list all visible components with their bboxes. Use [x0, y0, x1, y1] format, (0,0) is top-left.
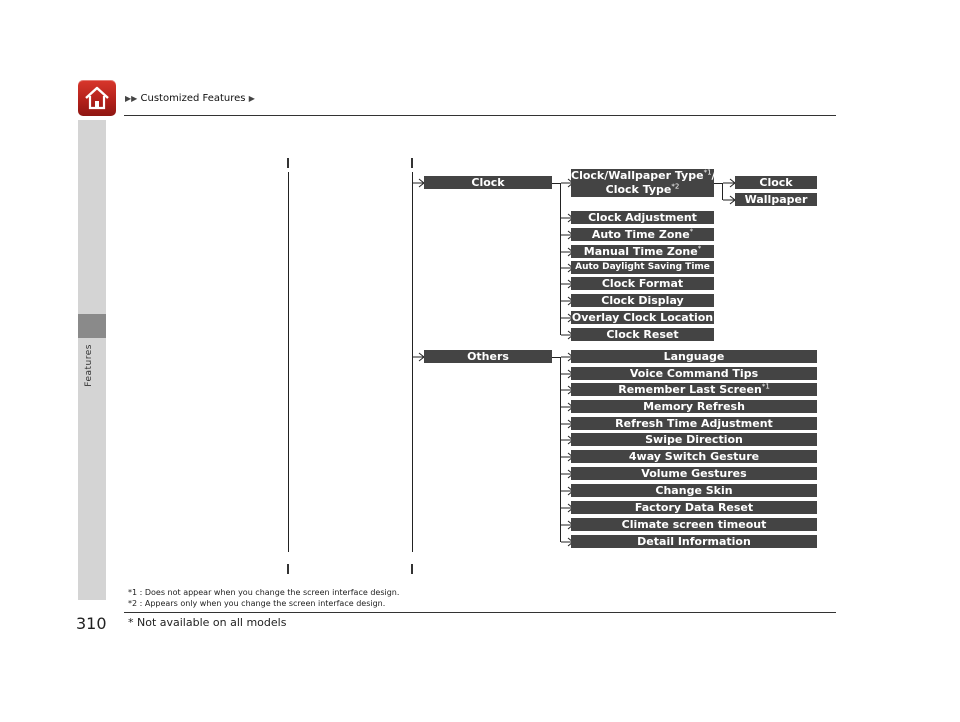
clock-branch-stub: [552, 183, 560, 184]
range-tick: [287, 158, 289, 168]
menu-item-label: Climate screen timeout: [621, 518, 767, 531]
menu-item-label: Detail Information: [637, 535, 751, 548]
menu-item-label: Overlay Clock Location: [571, 311, 714, 324]
option-wallpaper[interactable]: [735, 193, 817, 206]
type-options-stub: [714, 183, 722, 184]
type-label-line1: Clock/Wallpaper Type: [571, 169, 704, 182]
type-label-line2: Clock Type: [605, 183, 672, 196]
menu-item-label: 4way Switch Gesture: [628, 450, 760, 463]
menu-item-label: Auto Time Zone: [591, 228, 690, 241]
menu-item-label: Refresh Time Adjustment: [615, 417, 773, 430]
menu-item-label: Others: [467, 350, 509, 363]
menu-item-auto-time-zone[interactable]: [571, 228, 714, 241]
range-tick: [287, 564, 289, 574]
menu-item-label: Remember Last Screen: [618, 383, 762, 396]
menu-item-volume-gestures[interactable]: [571, 467, 817, 480]
menu-item-clock-wallpaper-type[interactable]: [571, 169, 714, 197]
menu-item-label: Factory Data Reset: [634, 501, 754, 514]
menu-item-change-skin[interactable]: [571, 484, 817, 497]
footnote-marker: *: [697, 244, 702, 253]
menu-group-others[interactable]: [424, 350, 552, 363]
menu-item-refresh-time-adjustment[interactable]: [571, 417, 817, 430]
menu-item-label: Volume Gestures: [641, 467, 747, 480]
breadcrumb-arrows: ▶▶: [125, 94, 138, 103]
footnote-1: *1 : Does not appear when you change the screen interface design.: [128, 588, 400, 597]
menu-item-label: [571, 183, 714, 197]
menu-item-label: Language: [663, 350, 725, 363]
menu-item-clock-format[interactable]: [571, 277, 714, 290]
menu-item-factory-data-reset[interactable]: [571, 501, 817, 514]
menu-item-label: Clock Reset: [606, 328, 679, 341]
breadcrumb-end-arrow: ▶: [248, 94, 255, 103]
menu-item-4way-switch-gesture[interactable]: [571, 450, 817, 463]
sidebar-section-label: Features: [84, 344, 94, 387]
menu-item-label: Change Skin: [655, 484, 733, 497]
menu-item-swipe-direction[interactable]: [571, 433, 817, 446]
others-branch-stub: [552, 357, 560, 358]
menu-item-manual-time-zone[interactable]: [571, 245, 714, 258]
type-label-slash: /: [711, 169, 716, 182]
menu-item-label: Manual Time Zone: [583, 245, 698, 258]
menu-item-label: Memory Refresh: [643, 400, 745, 413]
footnote-marker: *2: [671, 182, 680, 191]
menu-item-label: Clock Display: [601, 294, 684, 307]
menu-item-overlay-clock-location[interactable]: [571, 311, 714, 324]
menu-range-line-right: [412, 172, 413, 552]
menu-item-label: Clock Format: [601, 277, 684, 290]
footnote-2: *2 : Appears only when you change the screen interface design.: [128, 599, 386, 608]
menu-item-label: Clock Adjustment: [588, 211, 697, 224]
menu-item-label: Swipe Direction: [645, 433, 743, 446]
footer-rule: [124, 612, 836, 613]
menu-item-remember-last-screen[interactable]: [571, 383, 817, 396]
menu-item-auto-daylight-saving-time[interactable]: [571, 261, 714, 274]
menu-item-detail-information[interactable]: [571, 535, 817, 548]
menu-item-memory-refresh[interactable]: [571, 400, 817, 413]
range-tick: [411, 564, 413, 574]
menu-item-clock-reset[interactable]: [571, 328, 714, 341]
menu-item-label: Wallpaper: [744, 193, 808, 206]
menu-item-voice-command-tips[interactable]: [571, 367, 817, 380]
range-tick: [411, 158, 413, 168]
menu-item-label: Auto Daylight Saving Time: [575, 262, 710, 272]
menu-item-language[interactable]: [571, 350, 817, 363]
menu-range-line-left: [288, 172, 289, 552]
menu-group-clock[interactable]: [424, 176, 552, 189]
menu-item-label: Clock: [759, 176, 793, 189]
footnote-marker: *1: [761, 382, 770, 391]
menu-item-label: Voice Command Tips: [629, 367, 759, 380]
page-number: 310: [76, 614, 107, 633]
menu-item-label: [571, 169, 714, 183]
menu-item-climate-screen-timeout[interactable]: [571, 518, 817, 531]
menu-item-clock-display[interactable]: [571, 294, 714, 307]
footnote-marker: *1: [703, 168, 712, 177]
menu-item-clock-adjustment[interactable]: [571, 211, 714, 224]
menu-item-label: Clock: [471, 176, 505, 189]
breadcrumb-label: Customized Features: [140, 93, 246, 104]
option-clock[interactable]: [735, 176, 817, 189]
availability-note: * Not available on all models: [128, 616, 287, 629]
footnote-marker: *: [689, 227, 694, 236]
